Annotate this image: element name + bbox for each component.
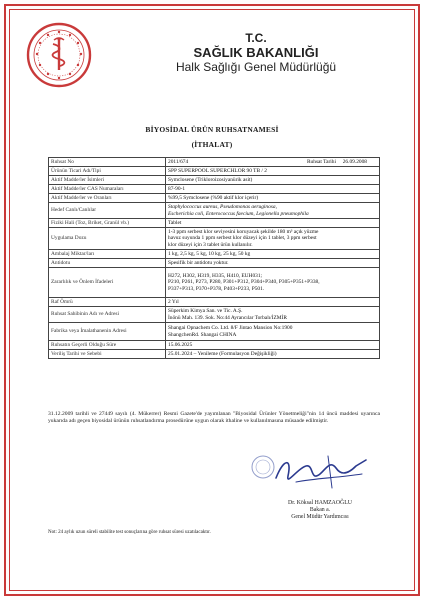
signature-block [250,448,390,528]
holder-line-1: Süperkim Kimya San. ve Tic. A.Ş. [168,308,243,315]
table-row [49,350,380,359]
row-label: Veriliş Tarihi ve Sebebi [49,350,166,359]
row-label: Aktif Madde/ler İsimleri [49,176,166,185]
row-label: Ambalaj Miktar/ları [49,250,166,259]
ruhsat-date-group [307,159,377,165]
signatory-block [250,500,390,522]
header-line-ministry: SAĞLIK BAKANLIĞI [193,45,319,60]
row-value: 2 Yıl [166,298,380,307]
ministry-emblem-icon [26,22,92,88]
ruhsat-date-label: Ruhsat Tarihi [306,158,336,165]
dosage-line-3: klor düzeyi için 3 tablet ürün kullanılır. [168,241,253,248]
signatory-title: Genel Müdür Yardımcısı [291,514,349,521]
table-row [49,323,380,341]
footnote: Not: 24 aylık uzun süreli stabilite test sonuçlarına göre ruhsat süresi uzatılacaktır. [48,530,211,535]
row-label: Zararlılık ve Önlem İfadeleri [49,268,166,298]
row-value [166,323,380,341]
table-row [49,167,380,176]
table-row [49,185,380,194]
row-label: Ruhsat Sahibinin Adı ve Adresi [49,307,166,323]
table-row [49,268,380,298]
row-label: Uygulama Dozu [49,228,166,250]
row-label: Fiziki Hali (Toz, Briket, Granül vb.) [49,219,166,228]
row-label: Ruhsat No [49,158,166,167]
hazard-line-3: P337+P313, P370+P378, P403+P233, P501. [168,285,265,292]
row-value: 87-90-1 [166,185,380,194]
ruhsat-date-value: 26.09.2008 [342,158,367,165]
ministry-header [26,22,401,92]
document-subtitle: (İTHALAT) [191,140,233,149]
table-row [49,250,380,259]
holder-line-2: İnönü Mah. 139. Sok. No:44 Ayrancılar Torbalı/İZMİR [168,314,287,321]
target-organisms-line-2: Escherichia coli, Enterococcus faecium, Legionella pneumophila [168,210,309,217]
row-value: 1 kg, 2,5 kg, 5 kg, 10 kg, 25 kg, 50 kg [166,250,380,259]
approval-paragraph: 31.12.2009 tarihli ve 27449 sayılı (4. Mükerrer) Resmi Gazete'de yayımlanan "Biyosidal Ürünler Yönetmeliği"nin 14 üncü maddesi uyarınca yukarıda adı geçen biyosidal ürünün ruhsatlandırma prosedürüne uygun olarak ithaline ve kullanılmasına müsaade edilmiştir. [48,411,380,425]
ruhsat-no-value: 2011/674 [168,158,189,165]
row-value [166,307,380,323]
header-line-tc: T.C. [245,31,267,45]
row-value: 15.06.2025 [166,341,380,350]
table-row [49,298,380,307]
document-title: BİYOSİDAL ÜRÜN RUHSATNAMESİ [145,125,279,134]
row-value: Symclosene (Trikloroizosiyanürik asit) [166,176,380,185]
row-label: Antidotu [49,259,166,268]
row-value: Spesifik bir antidotu yoktur. [166,259,380,268]
table-row [49,158,380,167]
dosage-line-1: 1-3 ppm serbest klor seviyesini koruyacak şekilde 180 m³ açık yüzme [168,228,319,235]
row-label: Ürünün Ticari Adı/Tipi [49,167,166,176]
table-row [49,307,380,323]
row-value: SPP SUPERPOOL SUPERCHLOR 90 TB / 2 [166,167,380,176]
handwritten-signature-icon [266,448,376,496]
table-row [49,176,380,185]
row-label: Ruhsatın Geçerli Olduğu Süre [49,341,166,350]
row-value: Tablet [166,219,380,228]
row-label: Hedef Canlı/Canlılar [49,203,166,219]
signatory-proxy: Bakan a. [309,507,331,514]
dosage-line-2: havuz suyunda 1 ppm serbest klor düzeyi için 1 tablet, 3 ppm serbest [168,235,317,242]
target-organisms-line-1: Staphylococcus aureus, Pseudomonas aeruginosa, [168,204,277,211]
signatory-name: Dr. Köksal HAMZAOĞLU [288,500,352,506]
table-row [49,219,380,228]
table-row [49,203,380,219]
row-value [166,158,380,167]
hazard-line-2: P210, P261, P273, P280, P301+P312, P304+P340, P305+P351+P338, [168,279,320,286]
license-table [48,157,380,359]
row-value [166,228,380,250]
factory-line-1: Shangai Opnachem Co. Ltd. 8/F Jintao Mansion No:1900 [168,325,293,332]
row-label: Fabrika veya İmalathanenin Adresi [49,323,166,341]
hazard-line-1: H272, H302, H319, H335, H410, EUH031; [168,272,263,279]
row-value: 25.01.2024 – Yenileme (Formulasyon Değişikliği) [166,350,380,359]
factory-line-2: ShangchenRd. Shangai CHINA [168,331,237,338]
row-value [166,268,380,298]
row-label: Aktif Madde/ler ve Oranları [49,194,166,203]
row-value: %99,5 Symclosene (%90 aktif klor içerir) [166,194,380,203]
table-row [49,228,380,250]
table-row [49,194,380,203]
ministry-title-block [136,32,376,75]
row-label: Aktif Madde/ler CAS Numaraları [49,185,166,194]
table-row [49,341,380,350]
row-label: Raf Ömrü [49,298,166,307]
table-row [49,259,380,268]
row-value [166,203,380,219]
header-line-directorate: Halk Sağlığı Genel Müdürlüğü [175,60,337,74]
